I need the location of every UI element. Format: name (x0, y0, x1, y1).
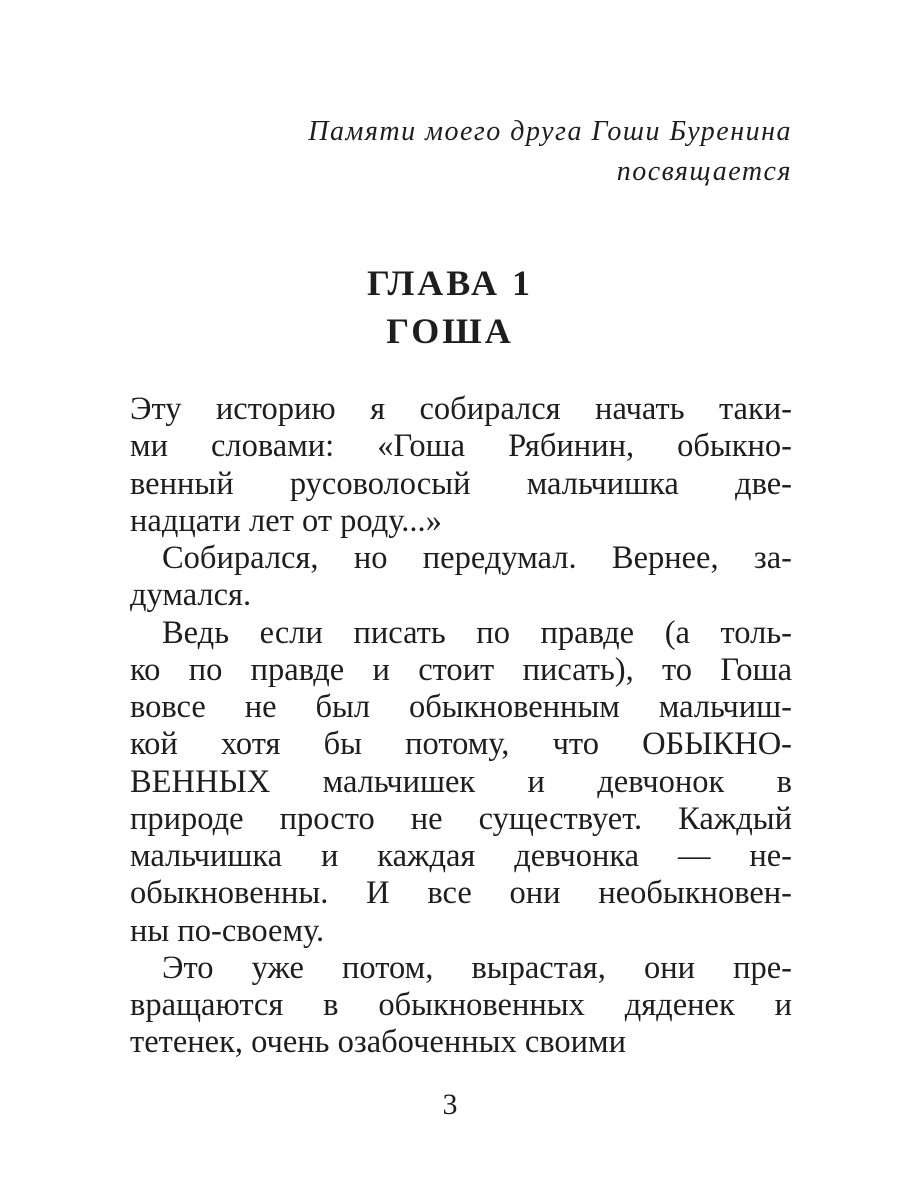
dedication (308, 112, 792, 192)
chapter-title: ГОША (386, 311, 514, 351)
text-line: мальчишка и каждая девчонка — не- (130, 838, 792, 874)
text-line: надцати лет от роду...» (130, 502, 442, 539)
text-line: Эту историю я собирался начать таки- (130, 391, 792, 427)
body-text (130, 391, 792, 1062)
text-line: кой хотя бы потому, что ОБЫКНО- (130, 726, 792, 763)
paragraph (130, 615, 792, 950)
text-line: думался. (130, 577, 252, 614)
chapter-number: ГЛАВА 1 (366, 263, 534, 303)
text-line: ны по-своему. (130, 912, 325, 949)
text-line: ВЕННЫХ мальчишек и девчонок в (130, 763, 792, 800)
text-line: природе просто не существует. Каждый (130, 800, 792, 837)
paragraph (130, 950, 792, 1062)
page-number: 3 (442, 1088, 458, 1121)
dedication-line: посвящается (616, 156, 792, 187)
paragraph (130, 540, 792, 615)
text-line: Это уже потом, вырастая, они пре- (162, 949, 792, 986)
text-line: вовсе не был обыкновенным мальчиш- (130, 689, 792, 725)
text-line: Ведь если писать по правде (а толь- (162, 614, 792, 651)
text-line: вращаются в обыкновенных дяденек и (130, 987, 792, 1023)
text-line: обыкновенны. И все они необыкновен- (130, 875, 792, 912)
dedication-line: Памяти моего друга Гоши Буренина (308, 116, 792, 147)
paragraph (130, 391, 792, 540)
text-line: ко по правде и стоит писать), то Гоша (130, 651, 792, 688)
text-line: ми словами: «Гоша Рябинин, обыкно- (130, 428, 792, 465)
text-line: венный русоволосый мальчишка две- (130, 465, 792, 502)
text-line: Собирался, но передумал. Вернее, за- (162, 540, 792, 576)
text-line: тетенек, очень озабоченных своими (130, 1024, 627, 1061)
